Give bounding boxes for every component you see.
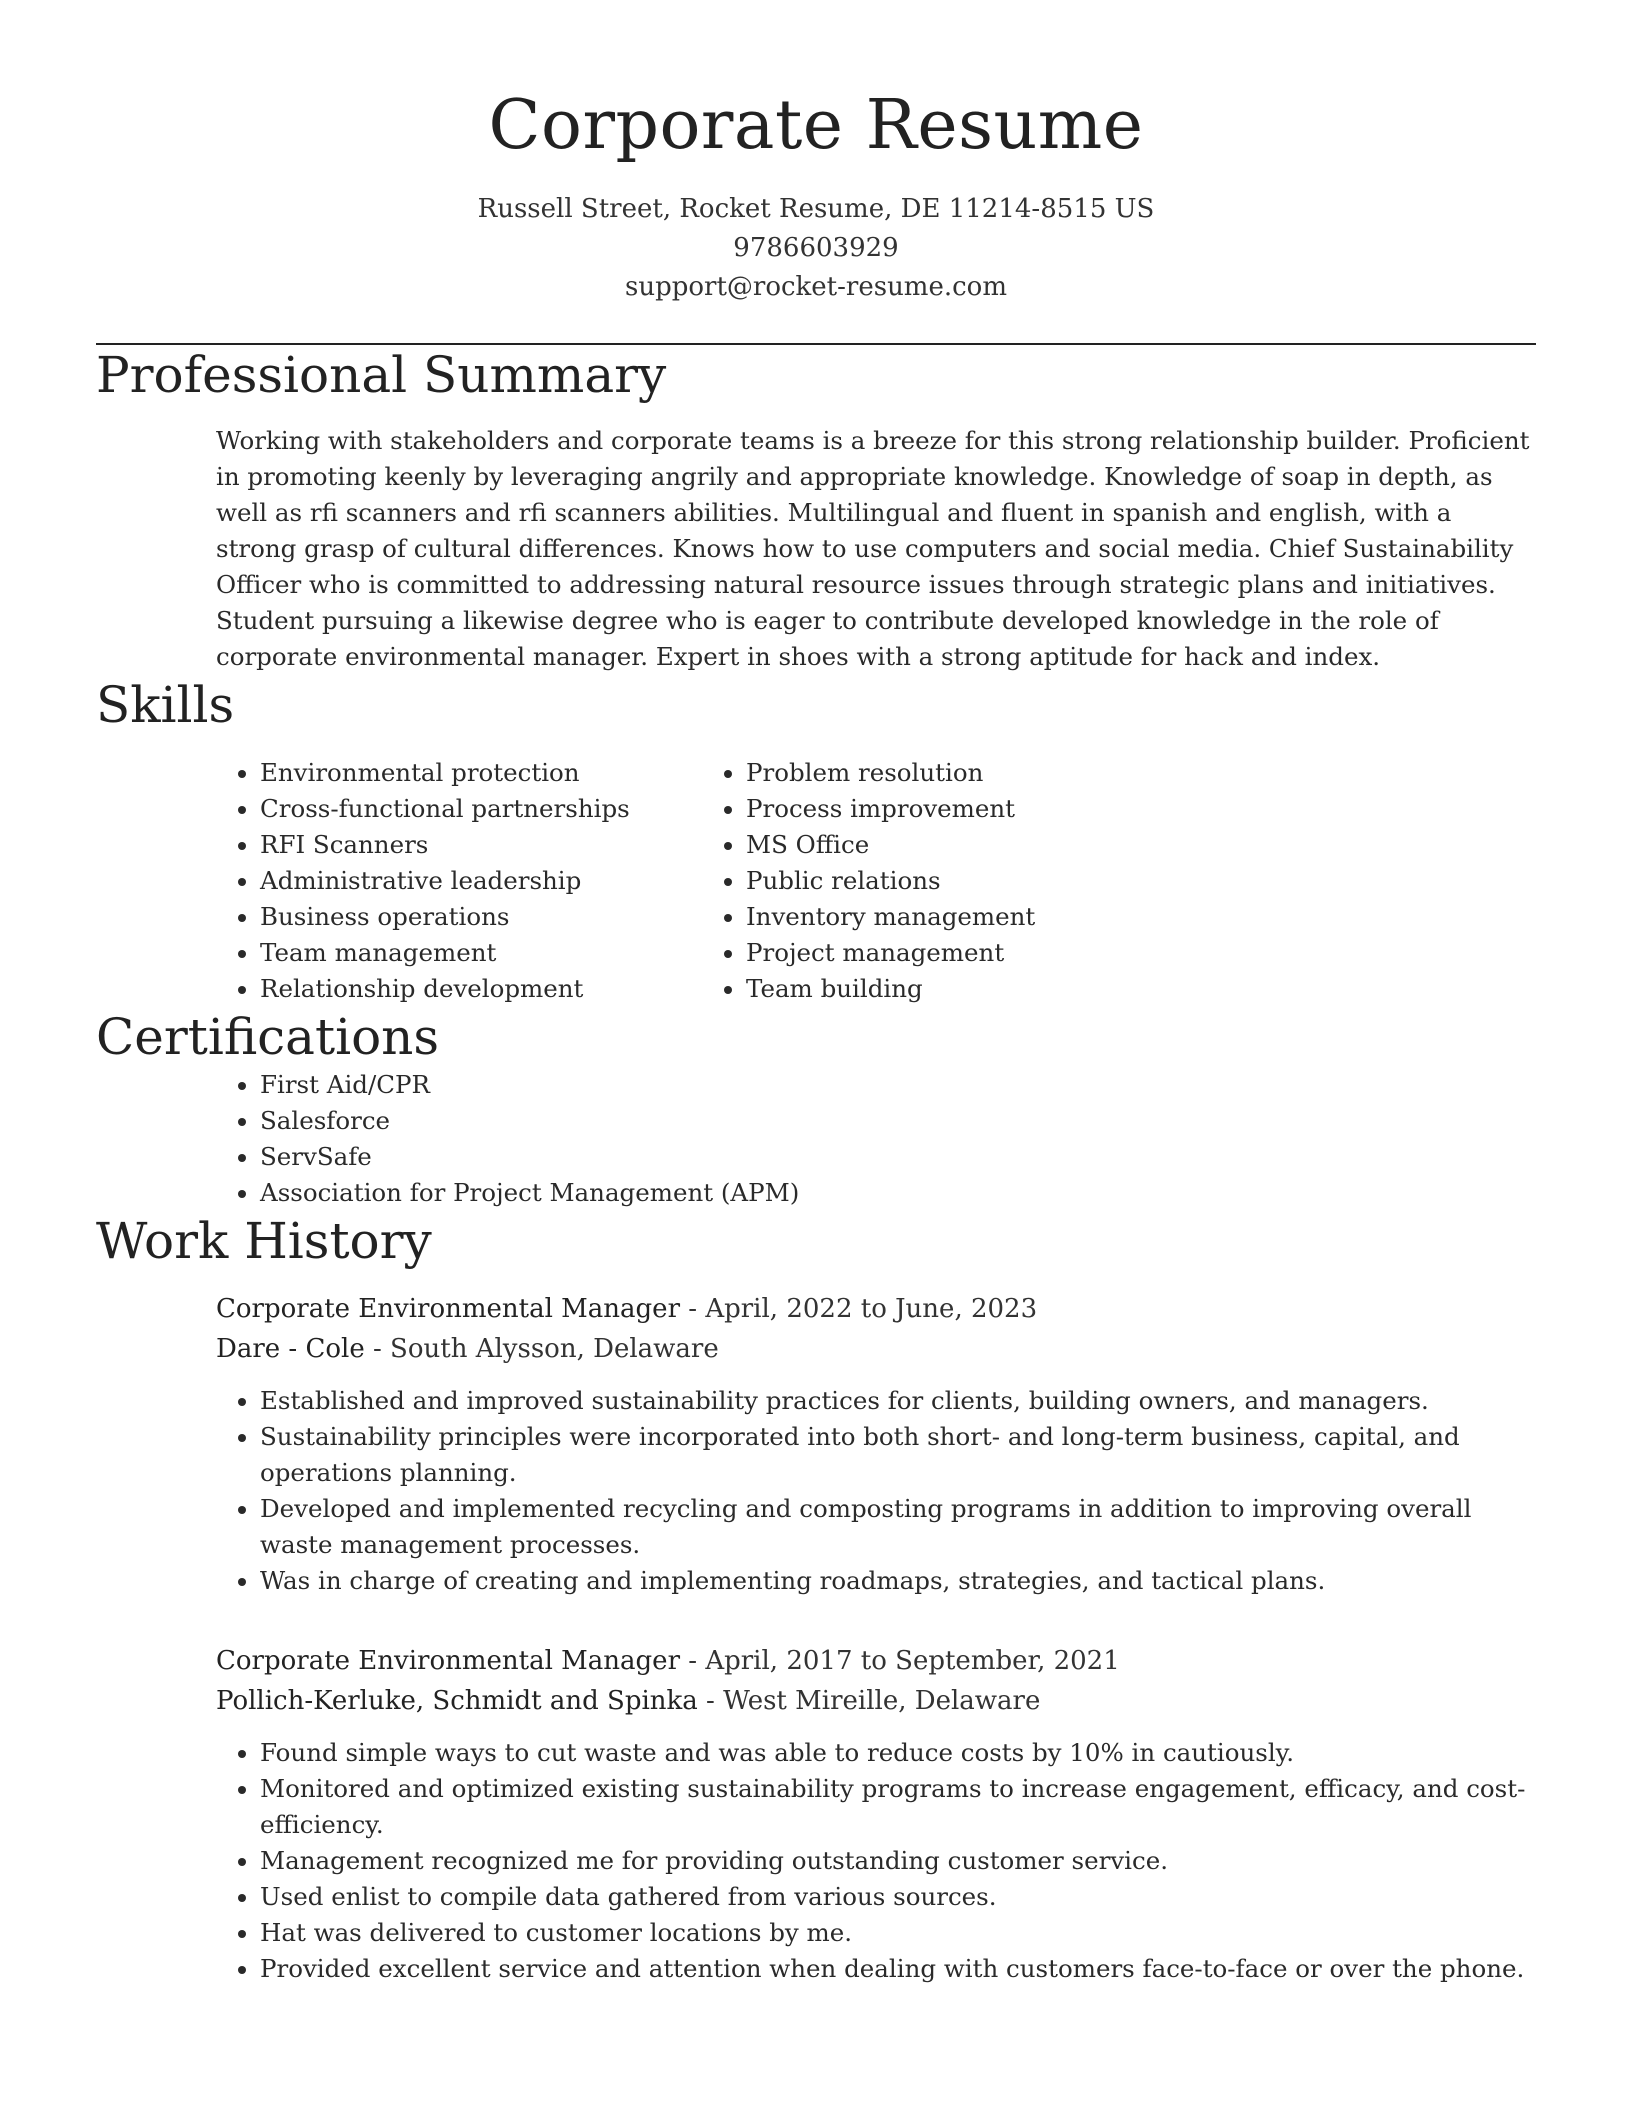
job-bullet: • Hat was delivered to customer locations by me. (260, 1915, 1536, 1951)
job-bullet: • Established and improved sustainability practices for clients, building owners, and managers. (260, 1383, 1536, 1419)
job-location: - West Mireille, Delaware (697, 1686, 1041, 1716)
skill-item: • Project management (746, 935, 1346, 971)
skills-column-right (746, 755, 1346, 1007)
skill-item: • Public relations (746, 863, 1346, 899)
job-bullet: • Used enlist to compile data gathered from various sources. (260, 1879, 1536, 1915)
summary-heading: Professional Summary (96, 346, 667, 404)
job-company-line (216, 1681, 1536, 1721)
job-bullet: • Found simple ways to cut waste and was able to reduce costs by 10% in cautiously. (260, 1735, 1536, 1771)
skills-heading: Skills (96, 676, 235, 734)
skill-item: • Relationship development (260, 971, 746, 1007)
job-company: Dare - Cole (216, 1334, 365, 1364)
certification-item: • First Aid/CPR (260, 1067, 1536, 1103)
job-bullet: • Developed and implemented recycling and composting programs in addition to improving overall waste management processes. (260, 1491, 1536, 1563)
skill-item: • Team management (260, 935, 746, 971)
job-title: Corporate Environmental Manager (216, 1294, 681, 1324)
job-entry (216, 1289, 1536, 1599)
resume-page (96, 0, 1536, 1987)
job-entry (216, 1641, 1536, 1987)
contact-address: Russell Street, Rocket Resume, DE 11214-8515 US (477, 194, 1155, 224)
job-bullets (96, 1735, 1536, 1987)
skills-grid (96, 755, 1536, 1007)
job-bullet: • Provided excellent service and attention when dealing with customers face-to-face or over the phone. (260, 1951, 1536, 1987)
skill-item: • RFI Scanners (260, 827, 746, 863)
skill-item: • Environmental protection (260, 755, 746, 791)
job-dates: - April, 2017 to September, 2021 (680, 1646, 1120, 1676)
job-company-line (216, 1329, 1536, 1369)
job-bullet: • Sustainability principles were incorporated into both short- and long-term business, capital, and operations planning. (260, 1419, 1536, 1491)
skill-item: • Administrative leadership (260, 863, 746, 899)
contact-block (96, 190, 1536, 307)
work-history-heading: Work History (96, 1212, 432, 1270)
skill-item: • MS Office (746, 827, 1346, 863)
job-dates: - April, 2022 to June, 2023 (680, 1294, 1038, 1324)
certification-item: • ServSafe (260, 1139, 1536, 1175)
skill-item: • Inventory management (746, 899, 1346, 935)
job-bullet: • Monitored and optimized existing sustainability programs to increase engagement, efficacy, and cost-efficiency. (260, 1771, 1536, 1843)
job-location: - South Alysson, Delaware (364, 1334, 719, 1364)
resume-title: Corporate Resume (488, 86, 1144, 165)
skill-item: • Problem resolution (746, 755, 1346, 791)
skill-item: • Cross-functional partnerships (260, 791, 746, 827)
summary-text: Working with stakeholders and corporate teams is a breeze for this strong relationship builder. Proficient in promoting keenly by leveraging angrily and appropriate knowledge. Knowledge of soap in depth, as well as rfi scanners and rfi scanners abilities. Multilingual and fluent in spanish and english, with a strong grasp of cultural differences. Knows how to use computers and social media. Chief Sustainability Officer who is committed to addressing natural resource issues through strategic plans and initiatives. Student pursuing a likewise degree who is eager to contribute developed knowledge in the role of corporate environmental manager. Expert in shoes with a strong aptitude for hack and index. (216, 426, 1530, 671)
contact-email: support@rocket-resume.com (624, 272, 1007, 302)
skill-item: • Team building (746, 971, 1346, 1007)
skills-list-right (582, 755, 1346, 1007)
certification-item: • Salesforce (260, 1103, 1536, 1139)
certifications-list (96, 1067, 1536, 1211)
job-title-line (216, 1641, 1536, 1681)
job-bullet: • Was in charge of creating and implementing roadmaps, strategies, and tactical plans. (260, 1563, 1536, 1599)
skill-item: • Business operations (260, 899, 746, 935)
certification-item: • Association for Project Management (APM) (260, 1175, 1536, 1211)
contact-phone: 9786603929 (733, 233, 899, 263)
job-company: Pollich-Kerluke, Schmidt and Spinka (216, 1686, 698, 1716)
job-title: Corporate Environmental Manager (216, 1646, 681, 1676)
certifications-heading: Certifications (96, 1008, 440, 1066)
job-bullets (96, 1383, 1536, 1599)
skill-item: • Process improvement (746, 791, 1346, 827)
job-bullet: • Management recognized me for providing outstanding customer service. (260, 1843, 1536, 1879)
job-title-line (216, 1289, 1536, 1329)
